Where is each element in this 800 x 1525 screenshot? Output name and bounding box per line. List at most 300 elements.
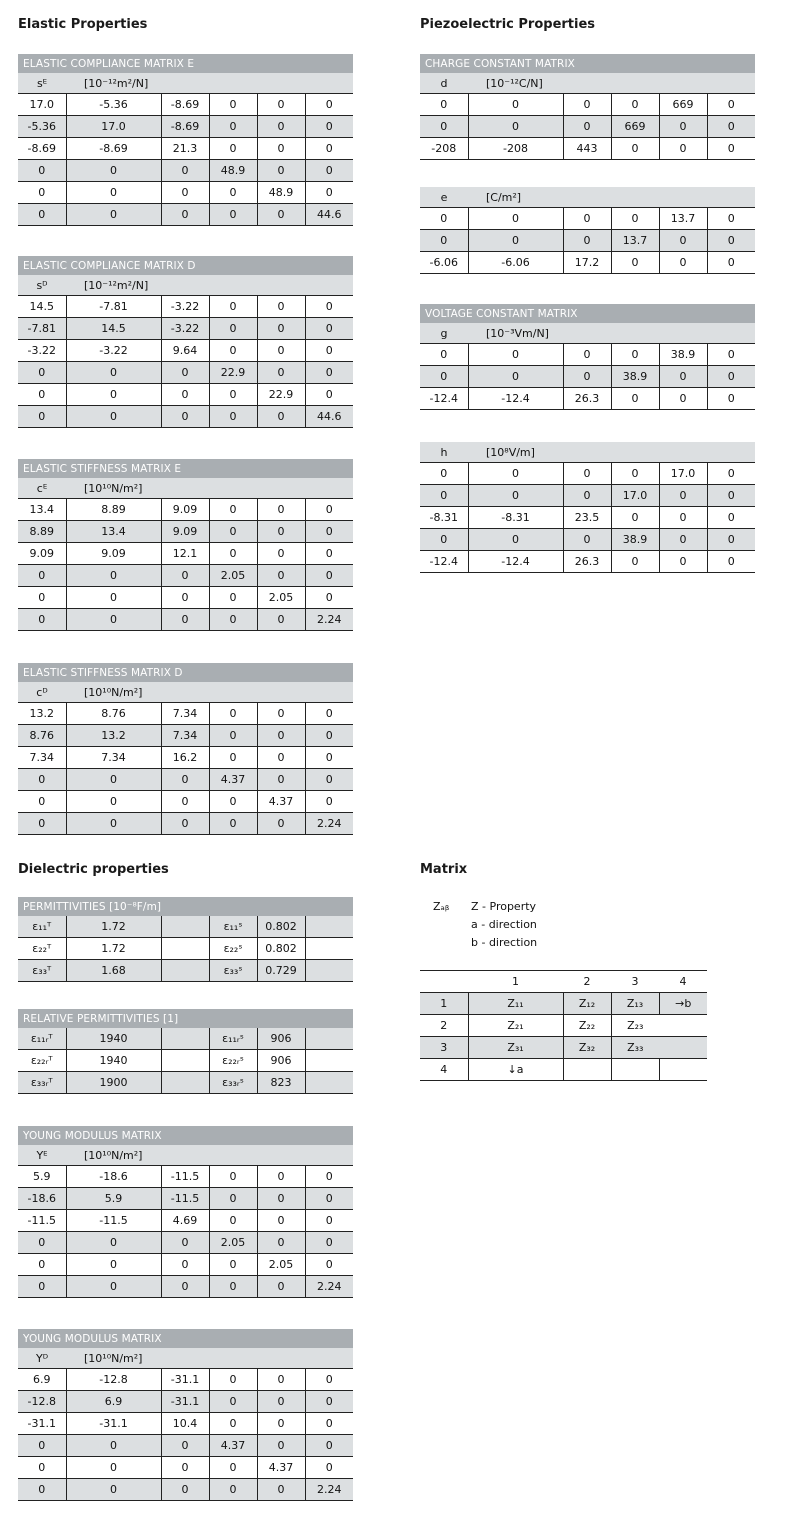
table-cell: -12.4 xyxy=(420,551,468,573)
table-cell: 0 xyxy=(305,340,353,362)
matrix-symbol: h xyxy=(420,442,468,463)
table-cell: 9.64 xyxy=(161,340,209,362)
table-cell: 0 xyxy=(257,1413,305,1435)
table-cell: 0 xyxy=(257,543,305,565)
table-cell: 0 xyxy=(468,366,563,388)
table-cell: 0 xyxy=(161,204,209,226)
legend-line-b-direction: b - direction xyxy=(471,936,538,949)
table-cell: 0 xyxy=(563,366,611,388)
table-cell: 0 xyxy=(707,529,755,551)
table-cell: 0 xyxy=(209,138,257,160)
table-cell: 0 xyxy=(707,485,755,507)
table-cell: 14.5 xyxy=(66,318,161,340)
table-row xyxy=(18,204,353,226)
table-cell: 0 xyxy=(257,499,305,521)
table-cell: -5.36 xyxy=(18,116,66,138)
table-cell: -11.5 xyxy=(18,1210,66,1232)
table-cell: -7.81 xyxy=(66,296,161,318)
table-cell: 0 xyxy=(707,344,755,366)
table-cell: Z₁₁ xyxy=(468,993,563,1015)
table-title-row xyxy=(18,54,353,73)
table-cell: 0 xyxy=(659,551,707,573)
table-cell: 0 xyxy=(305,565,353,587)
table-cell: 1900 xyxy=(66,1072,161,1094)
table-cell xyxy=(659,1059,707,1081)
table-row xyxy=(18,1188,353,1210)
table-cell: 0 xyxy=(161,791,209,813)
table-title: ELASTIC STIFFNESS MATRIX D xyxy=(18,663,353,682)
matrix-unit: [10¹⁰N/m²] xyxy=(66,1145,353,1166)
table-row xyxy=(18,1072,353,1094)
table-title-row xyxy=(420,54,755,73)
table-cell: 0 xyxy=(66,813,161,835)
table-cell: 22.9 xyxy=(257,384,305,406)
table-row xyxy=(420,529,755,551)
table-cell: 0 xyxy=(257,362,305,384)
table-row xyxy=(18,296,353,318)
table-cell: 6.9 xyxy=(66,1391,161,1413)
table-row xyxy=(18,791,353,813)
table-row xyxy=(420,388,755,410)
table-cell: 0 xyxy=(305,1369,353,1391)
table-row xyxy=(18,406,353,428)
table-cell: ε₂₂ᵣᵀ xyxy=(18,1050,66,1072)
table-cell: 0 xyxy=(66,791,161,813)
table-cell: 0 xyxy=(611,208,659,230)
table-row xyxy=(420,507,755,529)
table-cell: 0 xyxy=(420,366,468,388)
table-cell: 9.09 xyxy=(18,543,66,565)
table-cell: 0 xyxy=(468,485,563,507)
table-cell: 2.24 xyxy=(305,813,353,835)
table-header-row xyxy=(18,682,353,703)
table-cell: ε₁₁ˢ xyxy=(209,916,257,938)
legend-line-property: Z - Property xyxy=(471,900,537,913)
table-cell: 48.9 xyxy=(257,182,305,204)
matrix-table-young-d xyxy=(18,1329,353,1501)
table-cell: 906 xyxy=(257,1050,305,1072)
table-cell xyxy=(161,1072,209,1094)
table-row xyxy=(18,182,353,204)
table-cell xyxy=(659,1037,707,1059)
table-title-row xyxy=(18,663,353,682)
matrix-symbol: d xyxy=(420,73,468,94)
table-cell: 0 xyxy=(305,1188,353,1210)
table-cell: 0 xyxy=(66,406,161,428)
table-header-row xyxy=(420,442,755,463)
table-cell: 0 xyxy=(66,1457,161,1479)
table-cell: 669 xyxy=(659,94,707,116)
table-cell: 0 xyxy=(209,94,257,116)
table-cell: 0 xyxy=(611,507,659,529)
table-cell: 0 xyxy=(257,1210,305,1232)
table-cell: 0.802 xyxy=(257,916,305,938)
matrix-table-compliance-d xyxy=(18,256,353,428)
table-cell: 0 xyxy=(257,1435,305,1457)
table-cell: 0 xyxy=(18,160,66,182)
table-cell: 17.0 xyxy=(18,94,66,116)
matrix-table-stiffness-e xyxy=(18,459,353,631)
table-cell: Z₁₃ xyxy=(611,993,659,1015)
table-cell: 0 xyxy=(66,362,161,384)
table-cell: 0 xyxy=(18,791,66,813)
matrix-table-permittivities xyxy=(18,897,353,982)
table-row xyxy=(420,252,755,274)
table-cell: 0 xyxy=(707,208,755,230)
table-title: VOLTAGE CONSTANT MATRIX xyxy=(420,304,755,323)
table-cell: -12.4 xyxy=(420,388,468,410)
table-cell: 8.76 xyxy=(18,725,66,747)
table-title: ELASTIC STIFFNESS MATRIX E xyxy=(18,459,353,478)
table-cell: 2.05 xyxy=(257,1254,305,1276)
table-title: YOUNG MODULUS MATRIX xyxy=(18,1126,353,1145)
table-cell: 0 xyxy=(257,521,305,543)
matrix-symbol: cᴱ xyxy=(18,478,66,499)
table-cell: 0 xyxy=(161,1276,209,1298)
table-cell: 0 xyxy=(66,1276,161,1298)
table-cell: 6.9 xyxy=(18,1369,66,1391)
table-cell: 0 xyxy=(66,384,161,406)
table-cell: 0 xyxy=(209,406,257,428)
table-cell: 0 xyxy=(18,769,66,791)
table-row xyxy=(18,813,353,835)
table-cell: 17.0 xyxy=(66,116,161,138)
table-cell: 0 xyxy=(66,1232,161,1254)
table-cell: 0 xyxy=(209,609,257,631)
table-cell: →b xyxy=(659,993,707,1015)
table-cell: 13.2 xyxy=(18,703,66,725)
table-cell: 7.34 xyxy=(161,703,209,725)
table-cell: 8.76 xyxy=(66,703,161,725)
table-cell: 0 xyxy=(209,791,257,813)
table-cell: 0 xyxy=(209,703,257,725)
table-cell: 44.6 xyxy=(305,406,353,428)
table-cell: -6.06 xyxy=(468,252,563,274)
table-cell: 0 xyxy=(66,182,161,204)
table-cell: 0 xyxy=(161,182,209,204)
table-cell: Z₁₂ xyxy=(563,993,611,1015)
table-cell: 0 xyxy=(305,1232,353,1254)
table-cell: 0 xyxy=(420,529,468,551)
header-cell: 3 xyxy=(611,971,659,993)
table-cell: 2.05 xyxy=(257,587,305,609)
table-cell xyxy=(563,1059,611,1081)
legend-line-a-direction: a - direction xyxy=(471,918,537,931)
table-cell: 0 xyxy=(420,116,468,138)
table-cell: 0 xyxy=(209,1276,257,1298)
matrix-unit: [10¹⁰N/m²] xyxy=(66,682,353,703)
matrix-unit: [10¹⁰N/m²] xyxy=(66,478,353,499)
table-row xyxy=(18,565,353,587)
table-cell: -11.5 xyxy=(66,1210,161,1232)
table-cell: 0 xyxy=(305,94,353,116)
table-cell: Z₂₁ xyxy=(468,1015,563,1037)
table-cell: Z₂₃ xyxy=(611,1015,659,1037)
table-cell: 0 xyxy=(611,94,659,116)
table-cell: 0 xyxy=(18,1254,66,1276)
table-cell: 7.34 xyxy=(18,747,66,769)
table-cell: -12.8 xyxy=(66,1369,161,1391)
matrix-symbol: e xyxy=(420,187,468,208)
table-cell: 1 xyxy=(420,993,468,1015)
table-row xyxy=(18,499,353,521)
table-row xyxy=(18,318,353,340)
table-cell: 3 xyxy=(420,1037,468,1059)
table-header-row xyxy=(18,1348,353,1369)
table-title: ELASTIC COMPLIANCE MATRIX E xyxy=(18,54,353,73)
table-cell: 0 xyxy=(209,1210,257,1232)
table-row xyxy=(18,769,353,791)
table-cell: 669 xyxy=(611,116,659,138)
table-cell: 0 xyxy=(209,499,257,521)
table-cell: 0 xyxy=(420,208,468,230)
table-row xyxy=(18,1457,353,1479)
table-cell: ε₃₃ᵣᵀ xyxy=(18,1072,66,1094)
table-cell: 0 xyxy=(18,813,66,835)
table-cell: 0 xyxy=(305,543,353,565)
table-row xyxy=(18,160,353,182)
table-cell: 0 xyxy=(18,1276,66,1298)
table-title: PERMITTIVITIES [10⁻⁸F/m] xyxy=(18,897,353,916)
table-cell: 0 xyxy=(305,587,353,609)
table-cell: 0 xyxy=(707,94,755,116)
matrix-symbol: sᴱ xyxy=(18,73,66,94)
table-cell: 1.72 xyxy=(66,938,161,960)
table-row xyxy=(420,230,755,252)
table-cell: 0 xyxy=(257,609,305,631)
table-row xyxy=(18,1479,353,1501)
table-cell: 0 xyxy=(209,813,257,835)
table-cell: 22.9 xyxy=(209,362,257,384)
table-cell: 0 xyxy=(66,1435,161,1457)
table-cell: -11.5 xyxy=(161,1166,209,1188)
table-cell: 0 xyxy=(305,296,353,318)
table-cell: 0 xyxy=(209,296,257,318)
table-title-row xyxy=(420,304,755,323)
title-elastic-properties: Elastic Properties xyxy=(18,17,148,32)
matrix-unit: [10¹⁰N/m²] xyxy=(66,1348,353,1369)
table-cell: 0 xyxy=(257,813,305,835)
table-row xyxy=(18,1166,353,1188)
table-row xyxy=(18,1276,353,1298)
table-cell: 0 xyxy=(707,463,755,485)
table-cell: 13.7 xyxy=(611,230,659,252)
table-cell: 0 xyxy=(468,94,563,116)
table-cell: 0 xyxy=(18,182,66,204)
table-row xyxy=(18,1413,353,1435)
matrix-unit: [10⁸V/m] xyxy=(468,442,755,463)
table-row xyxy=(420,94,755,116)
table-cell: ε₁₁ᵀ xyxy=(18,916,66,938)
table-cell: -18.6 xyxy=(66,1166,161,1188)
table-cell: 906 xyxy=(257,1028,305,1050)
table-cell: 0 xyxy=(257,747,305,769)
table-cell: 0 xyxy=(468,529,563,551)
table-cell: ε₂₂ᵣˢ xyxy=(209,1050,257,1072)
table-row xyxy=(18,138,353,160)
table-cell: 21.3 xyxy=(161,138,209,160)
table-cell: 0 xyxy=(305,1166,353,1188)
table-row xyxy=(18,916,353,938)
table-cell xyxy=(659,1015,707,1037)
table-cell: 0 xyxy=(305,1435,353,1457)
matrix-legend xyxy=(433,900,633,956)
table-cell: 0 xyxy=(707,116,755,138)
table-cell: 0 xyxy=(161,587,209,609)
table-cell: 0 xyxy=(209,1166,257,1188)
table-cell: 0 xyxy=(305,318,353,340)
table-cell: 0 xyxy=(209,1188,257,1210)
table-cell: 0 xyxy=(18,1457,66,1479)
table-cell: 23.5 xyxy=(563,507,611,529)
table-cell: 0 xyxy=(18,406,66,428)
table-cell: 4.37 xyxy=(257,791,305,813)
table-cell: 13.7 xyxy=(659,208,707,230)
table-cell: 0 xyxy=(611,138,659,160)
table-cell: Z₃₃ xyxy=(611,1037,659,1059)
table-title-row xyxy=(18,1126,353,1145)
table-cell: -12.4 xyxy=(468,551,563,573)
matrix-unit: [10⁻¹²C/N] xyxy=(468,73,755,94)
table-cell: 1940 xyxy=(66,1028,161,1050)
table-cell xyxy=(611,1059,659,1081)
table-cell: 0 xyxy=(161,1232,209,1254)
matrix-symbol: sᴰ xyxy=(18,275,66,296)
table-row xyxy=(18,587,353,609)
table-cell: 0 xyxy=(257,703,305,725)
table-cell: 0 xyxy=(468,230,563,252)
table-cell: 0 xyxy=(209,182,257,204)
table-cell: 0 xyxy=(257,116,305,138)
table-cell: 0 xyxy=(18,204,66,226)
table-cell: 0 xyxy=(161,769,209,791)
table-cell: 0 xyxy=(257,565,305,587)
table-cell: 4.37 xyxy=(257,1457,305,1479)
table-row xyxy=(18,340,353,362)
table-cell: 0 xyxy=(257,1391,305,1413)
table-cell: Z₃₁ xyxy=(468,1037,563,1059)
table-cell: 0 xyxy=(659,388,707,410)
table-cell: 2 xyxy=(420,1015,468,1037)
table-cell: -31.1 xyxy=(18,1413,66,1435)
table-cell: 0 xyxy=(18,587,66,609)
table-row xyxy=(18,960,353,982)
table-cell: 0 xyxy=(18,565,66,587)
table-row xyxy=(18,116,353,138)
table-cell: 0 xyxy=(563,529,611,551)
table-cell: 0 xyxy=(659,507,707,529)
table-row xyxy=(18,1369,353,1391)
table-cell: 0 xyxy=(563,344,611,366)
table-cell: 2.05 xyxy=(209,565,257,587)
table-cell: 0 xyxy=(161,384,209,406)
table-cell xyxy=(305,938,353,960)
table-cell: 0.729 xyxy=(257,960,305,982)
table-cell: 0 xyxy=(707,366,755,388)
table-cell: -6.06 xyxy=(420,252,468,274)
table-cell: 0 xyxy=(468,463,563,485)
table-row xyxy=(18,543,353,565)
table-cell: 1940 xyxy=(66,1050,161,1072)
table-cell: 0 xyxy=(659,116,707,138)
table-cell: -208 xyxy=(420,138,468,160)
table-header-row xyxy=(420,971,707,993)
table-cell: 13.4 xyxy=(18,499,66,521)
table-header-row xyxy=(18,1145,353,1166)
header-cell: 2 xyxy=(563,971,611,993)
table-cell: ε₃₃ˢ xyxy=(209,960,257,982)
table-cell: ↓a xyxy=(468,1059,563,1081)
table-cell: -3.22 xyxy=(161,318,209,340)
table-row xyxy=(18,725,353,747)
table-cell: 0 xyxy=(305,499,353,521)
table-cell: 0 xyxy=(305,521,353,543)
matrix-table-stiffness-d xyxy=(18,663,353,835)
table-cell: 7.34 xyxy=(161,725,209,747)
table-cell: 0 xyxy=(468,208,563,230)
table-cell: 38.9 xyxy=(611,366,659,388)
table-cell: 9.09 xyxy=(161,521,209,543)
table-cell xyxy=(305,916,353,938)
matrix-table-voltage-h xyxy=(420,442,755,573)
table-cell: 0 xyxy=(468,344,563,366)
matrix-symbol: cᴰ xyxy=(18,682,66,703)
table-cell: 4.69 xyxy=(161,1210,209,1232)
table-row xyxy=(18,1254,353,1276)
table-cell: 9.09 xyxy=(161,499,209,521)
table-cell: 2.24 xyxy=(305,1276,353,1298)
table-cell xyxy=(161,916,209,938)
table-cell: 0 xyxy=(18,384,66,406)
table-cell: 0 xyxy=(209,725,257,747)
table-row xyxy=(18,609,353,631)
table-cell: 0 xyxy=(66,769,161,791)
table-cell: -12.8 xyxy=(18,1391,66,1413)
matrix-symbol: g xyxy=(420,323,468,344)
matrix-symbol: Yᴰ xyxy=(18,1348,66,1369)
table-title: ELASTIC COMPLIANCE MATRIX D xyxy=(18,256,353,275)
table-cell: 0 xyxy=(209,340,257,362)
table-cell: 12.1 xyxy=(161,543,209,565)
table-title: YOUNG MODULUS MATRIX xyxy=(18,1329,353,1348)
table-row xyxy=(18,1391,353,1413)
table-cell: 0 xyxy=(209,1254,257,1276)
table-cell: 13.4 xyxy=(66,521,161,543)
table-cell: -8.69 xyxy=(18,138,66,160)
table-cell: 0 xyxy=(18,1232,66,1254)
table-cell: 0 xyxy=(563,116,611,138)
table-cell: -18.6 xyxy=(18,1188,66,1210)
table-cell xyxy=(305,960,353,982)
table-header-row xyxy=(420,323,755,344)
table-row xyxy=(420,993,707,1015)
table-cell: 5.9 xyxy=(66,1188,161,1210)
table-cell: 0 xyxy=(257,725,305,747)
table-cell: -31.1 xyxy=(66,1413,161,1435)
table-cell: 0 xyxy=(257,94,305,116)
table-cell: 0 xyxy=(161,362,209,384)
table-cell: 0 xyxy=(257,318,305,340)
table-cell: 0 xyxy=(209,1479,257,1501)
table-cell: 0 xyxy=(66,1479,161,1501)
matrix-unit: [10⁻³Vm/N] xyxy=(468,323,755,344)
table-title-row xyxy=(18,1009,353,1028)
table-cell: 14.5 xyxy=(18,296,66,318)
table-cell: 0 xyxy=(305,182,353,204)
table-cell: 0 xyxy=(257,406,305,428)
table-cell: 0 xyxy=(563,208,611,230)
table-cell: 0 xyxy=(257,1369,305,1391)
